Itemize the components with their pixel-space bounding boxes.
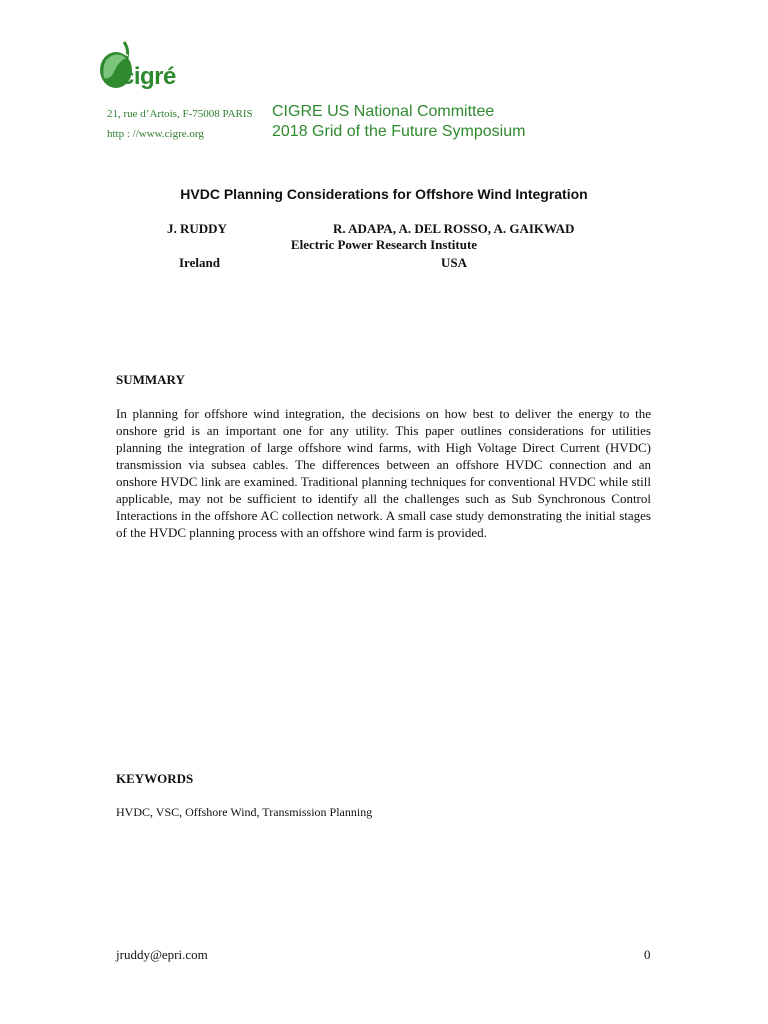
country-right: USA [441,255,468,270]
cigre-logo [96,40,186,100]
page-number: 0 [644,947,651,962]
symposium-name: 2018 Grid of the Future Symposium [272,123,526,140]
keywords-text: HVDC, VSC, Offshore Wind, Transmission Planning [116,805,373,819]
author-institute: Electric Power Research Institute [290,237,478,252]
author-left: J. RUDDY [167,221,227,236]
contact-email: jruddy@epri.com [116,947,208,962]
cigre-logo-text: cigré [121,63,176,90]
address: 21, rue d’Artois, F-75008 PARIS [107,108,253,120]
authors-right: R. ADAPA, A. DEL ROSSO, A. GAIKWAD [333,221,575,236]
conference-info [272,102,525,142]
committee-name: CIGRE US National Committee [272,103,495,120]
website-url: http : //www.cigre.org [107,128,204,140]
summary-heading: SUMMARY [116,372,185,387]
paper-title: HVDC Planning Considerations for Offshore Wind Integration [180,186,588,202]
keywords-heading: KEYWORDS [116,771,194,786]
country-left: Ireland [179,255,220,270]
summary-text: In planning for offshore wind integration, the decisions on how best to deliver the energy to the onshore grid is an important one for any utility. This paper outlines considerations for utilities planning the integration of large offshore wind farms, with High Voltage Direct Current (HVDC) transmission via subsea cables. The differences between an offshore HVDC connection and an onshore HVDC link are examined. Traditional planning techniques for conventional HVDC while still applicable, may not be sufficient to identify all the challenges such as Sub Synchronous Control Interactions in the offshore AC collection network. A small case study demonstrating the initial stages of the HVDC planning process with an offshore wind farm is provided. [116,406,651,540]
